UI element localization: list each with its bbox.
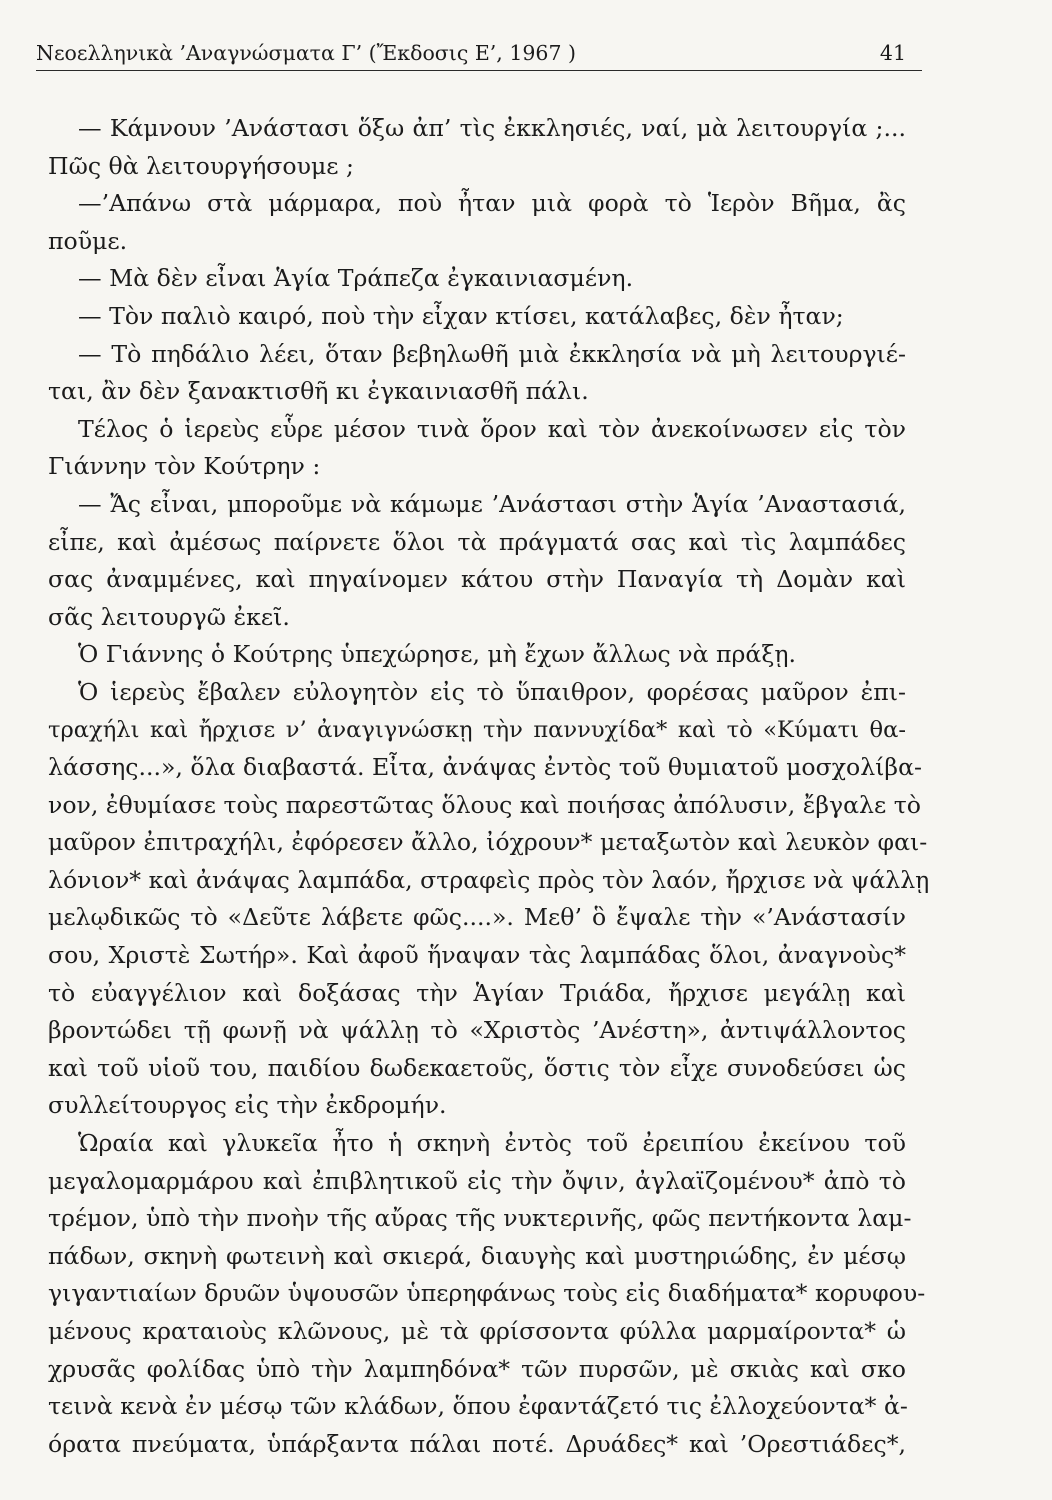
text-line: Ὁ ἱερεὺς ἔβαλεν εὐλογητὸν εἰς τὸ ὕπαιθρον, φορέσας μαῦρον ἐπι- [78, 677, 906, 706]
text-line: μαῦρον ἐπιτραχήλι, ἐφόρεσεν ἄλλο, ἰόχρουν* μεταξωτὸν καὶ λευκὸν φαι- [48, 828, 928, 857]
running-header [36, 36, 922, 71]
text-line: τεινὰ κενὰ ἐν μέσῳ τῶν κλάδων, ὅπου ἐφαντάζετό τις ἐλλοχεύοντα* ἀ- [48, 1392, 908, 1421]
text-line: — Κάμνουν ’Ανάστασι ὅξω ἀπ’ τὶς ἐκκλησιές, ναί, μὰ λειτουργία ;... [78, 114, 906, 142]
text-line: — Τὸ πηδάλιο λέει, ὅταν βεβηλωθῆ μιὰ ἐκκλησία νὰ μὴ λειτουργιέ- [78, 339, 906, 368]
text-line: μένους κραταιοὺς κλῶνους, μὲ τὰ φρίσσοντα φύλλα μαρμαίροντα* ὡ [48, 1317, 906, 1345]
text-line: συλλείτουργος εἰς τὴν ἐκδρομήν. [48, 1091, 447, 1120]
text-line: σᾶς λειτουργῶ ἐκεῖ. [48, 602, 290, 631]
text-line: χρυσᾶς φολίδας ὑπὸ τὴν λαμπηδόνα* τῶν πυρσῶν, μὲ σκιὰς καὶ σκο [48, 1354, 906, 1383]
text-line: —’Απάνω στὰ μάρμαρα, ποὺ ἦταν μιὰ φορὰ τὸ Ἱερὸν Βῆμα, ἂς [78, 189, 906, 218]
text-line: Πῶς θὰ λειτουργήσουμε ; [48, 151, 354, 180]
text-line: γιγαντιαίων δρυῶν ὑψουσῶν ὑπερηφάνως τοὺς εἰς διαδήματα* κορυφου- [48, 1279, 926, 1308]
text-line: σου, Χριστὲ Σωτήρ». Καὶ ἀφοῦ ἥναψαν τὰς λαμπάδας ὅλοι, ἀναγνοὺς* [48, 941, 906, 970]
text-line: μελῳδικῶς τὸ «Δεῦτε λάβετε φῶς....». Μεθ’ ὃ ἔψαλε τὴν «’Ανάστασίν [48, 903, 906, 932]
text-line: Ὡραία καὶ γλυκεῖα ἦτο ἡ σκηνὴ ἐντὸς τοῦ ἐρειπίου ἐκείνου τοῦ [78, 1129, 906, 1158]
text-line: — Τὸν παλιὸ καιρό, ποὺ τὴν εἶχαν κτίσει, κατάλαβες, δὲν ἦταν; [78, 301, 844, 330]
text-line: βροντώδει τῇ φωνῇ νὰ ψάλλῃ τὸ «Χριστὸς ’Ανέστη», ἀντιψάλλοντος [48, 1016, 906, 1045]
text-line: τὸ εὐαγγέλιον καὶ δοξάσας τὴν Ἁγίαν Τριάδα, ἤρχισε μεγάλῃ καὶ [48, 978, 906, 1007]
text-line: εἶπε, καὶ ἀμέσως παίρνετε ὅλοι τὰ πράγματά σας καὶ τὶς λαμπάδες [48, 527, 906, 556]
text-line: πάδων, σκηνὴ φωτεινὴ καὶ σκιερά, διαυγὴς καὶ μυστηριώδης, ἐν μέσῳ [48, 1241, 906, 1270]
text-line: τραχήλι καὶ ἤρχισε ν’ ἀναγιγνώσκῃ τὴν παννυχίδα* καὶ τὸ «Κύματι θα- [48, 716, 906, 743]
text-line: Ὁ Γιάννης ὁ Κούτρης ὑπεχώρησε, μὴ ἔχων ἄλλως νὰ πράξῃ. [78, 640, 796, 669]
text-line: νον, ἐθυμίασε τοὺς παρεστῶτας ὅλους καὶ ποιήσας ἀπόλυσιν, ἔβγαλε τὸ [48, 790, 921, 819]
text-line: ποῦμε. [48, 226, 128, 255]
text-line: σας ἀναμμένες, καὶ πηγαίνομεν κάτου στὴν Παναγία τὴ Δομὰν καὶ [48, 565, 906, 594]
page-number: 41 [879, 41, 906, 65]
header-title: Νεοελληνικὰ ’Αναγνώσματα Γ’ (Ἔκδοσις Ε’, 1967 ) [36, 41, 577, 65]
text-line: λόνιον* καὶ ἀνάψας λαμπάδα, στραφεὶς πρὸς τὸν λαόν, ἤρχισε νὰ ψάλλῃ [48, 865, 930, 894]
text-line: καὶ τοῦ υἱοῦ του, παιδίου δωδεκαετοῦς, ὅστις τὸν εἶχε συνοδεύσει ὡς [48, 1053, 906, 1082]
text-line: — Μὰ δὲν εἶναι Ἁγία Τράπεζα ἐγκαινιασμένη. [78, 264, 634, 293]
text-line: Γιάννην τὸν Κούτρην : [48, 452, 321, 481]
text-line: μεγαλομαρμάρου καὶ ἐπιβλητικοῦ εἰς τὴν ὄψιν, ἀγλαϊζομένου* ἀπὸ τὸ [48, 1166, 906, 1195]
text-body [48, 110, 930, 1463]
text-line: ται, ἂν δὲν ξανακτισθῆ κι ἐγκαινιασθῆ πάλι. [48, 377, 589, 406]
text-line: όρατα πνεύματα, ὑπάρξαντα πάλαι ποτέ. Δρυάδες* καὶ ’Ορεστιάδες*, [48, 1429, 906, 1458]
text-line: Τέλος ὁ ἱερεὺς εὗρε μέσον τινὰ ὅρον καὶ τὸν ἀνεκοίνωσεν εἰς τὸν [78, 414, 906, 443]
text-line: — Ἄς εἶναι, μποροῦμε νὰ κάμωμε ’Ανάστασι στὴν Ἁγία ’Αναστασιά, [78, 489, 906, 518]
text-line: λάσσης...», ὅλα διαβαστά. Εἶτα, ἀνάψας ἐντὸς τοῦ θυμιατοῦ μοσχολίβα- [48, 753, 922, 782]
text-line: τρέμον, ὑπὸ τὴν πνοὴν τῆς αὔρας τῆς νυκτερινῆς, φῶς πεντήκοντα λαμ- [48, 1204, 912, 1233]
